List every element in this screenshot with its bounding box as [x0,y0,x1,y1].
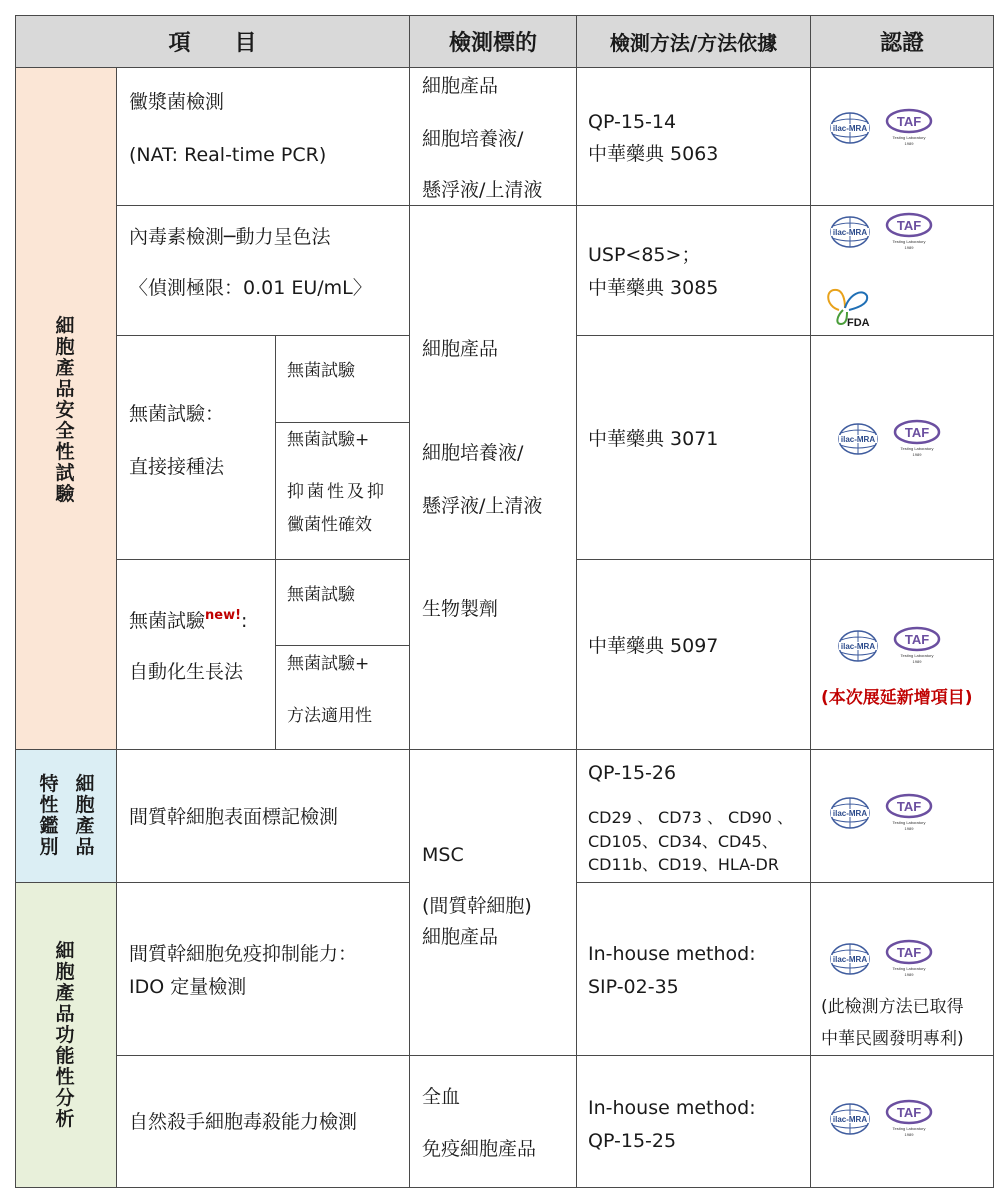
shared-target-4: 生物製劑 [422,598,499,620]
category-function-label: 細胞產品功能性分析 [55,940,75,1130]
new-badge: new! [205,608,242,623]
svg-text:Testing Laboratory: Testing Laboratory [892,239,926,244]
ilac-mra-logo [837,626,957,676]
svg-text:1989: 1989 [912,659,922,664]
ilac-label: ilac-MRA [832,124,868,133]
header-cert: 認證 [810,15,994,68]
endotoxin-method-2: 中華藥典 3085 [588,277,719,299]
sterility-auto-title-text: 無菌試驗 [129,610,206,632]
row-msc-marker-cert [810,749,994,883]
row-sterility-auto-sub2 [275,645,410,750]
row-sterility-auto-method [576,559,811,750]
svg-text:TAF: TAF [896,945,922,960]
sterility-direct-sub2-line2: 抑菌性及抑 [287,482,387,502]
mycoplasma-target-3: 懸浮液/上清液 [422,179,543,201]
category-identity [15,749,117,883]
row-msc-ido-method [576,882,811,1056]
header-target: 檢測標的 [409,15,577,68]
mycoplasma-target-2: 細胞培養液/ [422,128,524,150]
msc-ido-title: 間質幹細胞免疫抑制能力： [129,943,358,965]
row-shared-target [409,205,577,750]
header-item: 項 目 [15,15,410,68]
row-nk-cert [810,1055,994,1188]
sterility-auto-title [129,608,248,632]
mycoplasma-subtitle: (NAT: Real-time PCR) [129,144,327,166]
shared-target-1: 細胞產品 [422,338,499,360]
row-msc-ido-cert [810,882,994,1056]
sterility-auto-sub2-line2: 方法適用性 [287,706,372,726]
fda-logo [819,280,889,330]
sterility-auto-sub1-label: 無菌試驗 [287,585,355,605]
svg-text:1989: 1989 [904,1132,914,1137]
svg-text:1989: 1989 [904,245,914,250]
msc-marker-method-3: CD105、CD34、CD45、 [588,832,778,851]
msc-target-1: MSC [422,844,464,866]
svg-text:ilac-MRA: ilac-MRA [832,809,868,818]
ilac-mra-logo [829,939,949,989]
mycoplasma-target-1: 細胞產品 [422,75,499,97]
msc-ido-method-2: SIP-02-35 [588,976,679,998]
category-safety [15,67,117,750]
taf-label: TAF [896,114,922,129]
sterility-direct-sub2-line1: 無菌試驗+ [287,430,370,450]
svg-text:1989: 1989 [912,452,922,457]
sterility-auto-sub2-line1: 無菌試驗+ [287,654,370,674]
shared-target-3: 懸浮液/上清液 [422,495,543,517]
row-sterility-direct-cert [810,335,994,560]
row-msc-marker-item [116,749,410,883]
ilac-mra-logo [829,1099,949,1149]
endotoxin-title: 內毒素檢測─動力呈色法 [129,226,331,248]
sterility-auto-colon: : [241,610,248,632]
msc-marker-method-2: CD29 、 CD73 、 CD90 、 [588,808,793,827]
ilac-mra-logo [829,108,949,158]
sterility-direct-subtitle: 直接接種法 [129,456,225,478]
row-sterility-direct-sub2 [275,422,410,560]
msc-marker-method-1: QP-15-26 [588,762,677,784]
endotoxin-limit: 〈偵測極限：0.01 EU/mL〉 [129,277,372,299]
row-mycoplasma-item [116,67,410,206]
new-item-note: (本次展延新增項目) [821,688,973,708]
svg-text:ilac-MRA: ilac-MRA [832,1115,868,1124]
row-sterility-auto-sub1 [275,559,410,646]
shared-target-2: 細胞培養液/ [422,442,524,464]
row-nk-target [409,1055,577,1188]
msc-ido-method-1: In-house method: [588,943,756,965]
taf-sub2: 1989 [904,141,914,146]
nk-method-2: QP-15-25 [588,1130,677,1152]
ilac-mra-logo [829,793,949,843]
sterility-direct-sub1-label: 無菌試驗 [287,361,355,381]
svg-text:ilac-MRA: ilac-MRA [832,228,868,237]
nk-target-2: 免疫細胞產品 [422,1138,537,1160]
row-mycoplasma-target [409,67,577,206]
row-sterility-direct-item [116,335,276,560]
row-sterility-auto-cert [810,559,994,750]
svg-text:ilac-MRA: ilac-MRA [832,955,868,964]
category-identity-label-1: 特性鑑別 [39,773,59,858]
svg-text:Testing Laboratory: Testing Laboratory [892,820,926,825]
row-endotoxin-cert [810,205,994,336]
row-nk-method [576,1055,811,1188]
row-mycoplasma-cert [810,67,994,206]
sterility-direct-method: 中華藥典 3071 [588,428,719,450]
taf-sub1: Testing Laboratory [892,135,926,140]
mycoplasma-title: 黴漿菌檢測 [129,91,225,113]
category-identity-label-2: 細胞產品 [75,773,95,858]
ilac-mra-logo [837,419,957,469]
mycoplasma-method-2: 中華藥典 5063 [588,143,719,165]
patent-note-2: 中華民國發明專利) [821,1029,964,1049]
svg-text:Testing Laboratory: Testing Laboratory [900,446,934,451]
row-msc-marker-method [576,749,811,883]
svg-text:TAF: TAF [904,425,930,440]
nk-title: 自然殺手細胞毒殺能力檢測 [129,1111,358,1133]
row-mycoplasma-method [576,67,811,206]
patent-note-1: (此檢測方法已取得 [821,997,964,1017]
ilac-mra-logo [829,212,949,262]
row-endotoxin-method [576,205,811,336]
msc-marker-title: 間質幹細胞表面標記檢測 [129,806,339,828]
msc-marker-method-4: CD11b、CD19、HLA-DR [588,855,779,874]
sterility-direct-sub2-line3: 黴菌性確效 [287,515,372,535]
nk-method-1: In-house method: [588,1097,756,1119]
row-nk-item [116,1055,410,1188]
msc-target-3: 細胞產品 [422,926,499,948]
row-endotoxin-item [116,205,410,336]
category-function [15,882,117,1188]
sterility-direct-title: 無菌試驗： [129,403,225,425]
mycoplasma-method-1: QP-15-14 [588,111,677,133]
header-method: 檢測方法/方法依據 [576,15,811,68]
sterility-auto-subtitle: 自動化生長法 [129,661,244,683]
svg-text:Testing Laboratory: Testing Laboratory [900,653,934,658]
svg-text:TAF: TAF [896,799,922,814]
svg-text:TAF: TAF [896,1105,922,1120]
svg-text:Testing Laboratory: Testing Laboratory [892,1126,926,1131]
fda-label: FDA [847,317,870,329]
row-msc-ido-item [116,882,410,1056]
sterility-auto-method: 中華藥典 5097 [588,635,719,657]
row-sterility-direct-method [576,335,811,560]
svg-text:ilac-MRA: ilac-MRA [840,642,876,651]
msc-ido-subtitle: IDO 定量檢測 [129,976,247,998]
row-sterility-auto-item [116,559,276,750]
nk-target-1: 全血 [422,1086,461,1108]
category-safety-label: 細胞產品安全性試驗 [55,315,75,505]
svg-text:TAF: TAF [904,632,930,647]
svg-text:Testing Laboratory: Testing Laboratory [892,966,926,971]
endotoxin-method-1: USP<85>； [588,244,701,266]
svg-text:1989: 1989 [904,826,914,831]
msc-target-2: (間質幹細胞) [422,895,532,917]
svg-text:1989: 1989 [904,972,914,977]
row-sterility-direct-sub1 [275,335,410,423]
svg-text:TAF: TAF [896,218,922,233]
svg-text:ilac-MRA: ilac-MRA [840,435,876,444]
row-msc-target [409,749,577,1056]
